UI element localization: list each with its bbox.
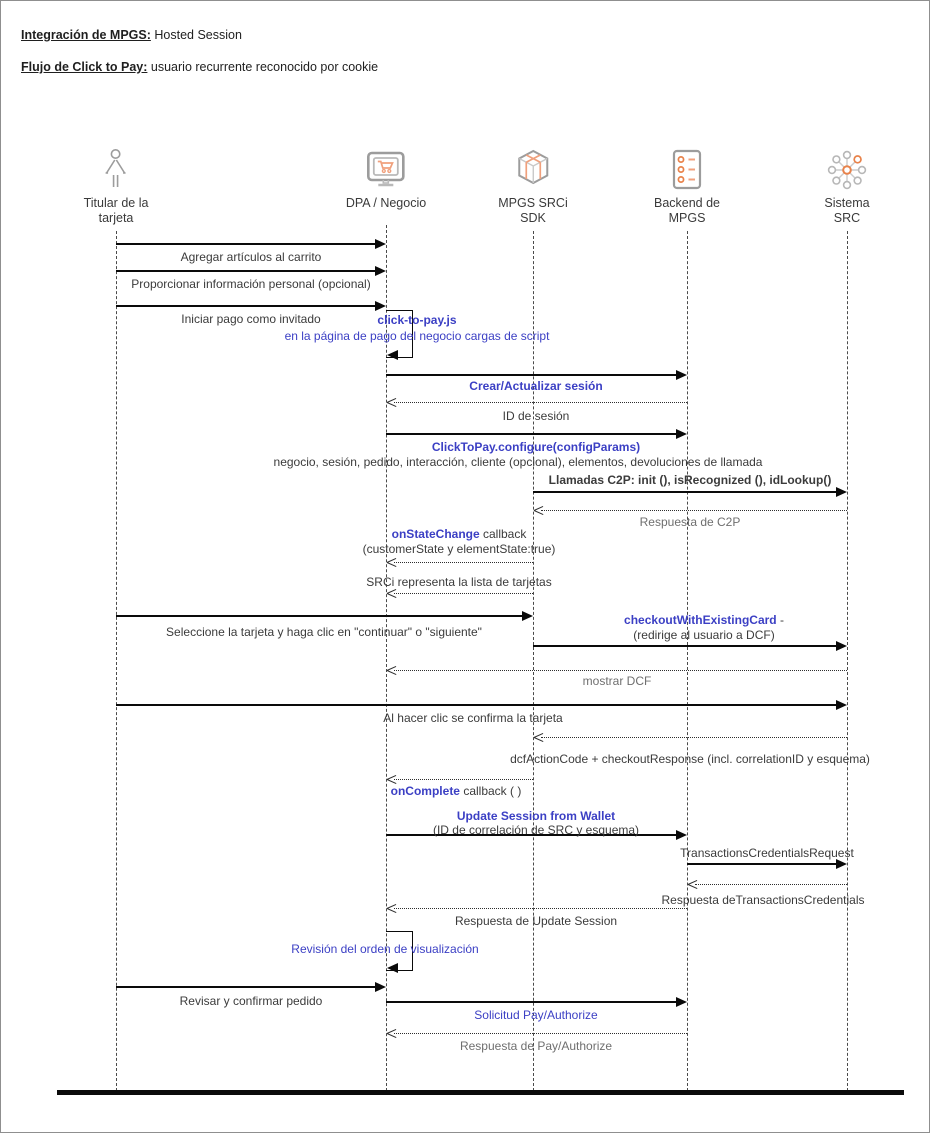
actor-label-backend-mpgs <box>654 196 720 226</box>
message-label-part: Llamadas C2P: init (), isRecognized (), idLookup() <box>548 473 832 487</box>
message-label <box>433 823 639 837</box>
arrowhead <box>676 429 687 439</box>
solid-arrow-line <box>116 615 527 617</box>
lifeline-sistema-src <box>847 231 848 1091</box>
actor-label-line: Titular de la <box>83 196 149 210</box>
actor-label-line: SDK <box>520 211 546 225</box>
message-label <box>432 440 640 454</box>
diagram-title-integration <box>21 28 242 42</box>
arrowhead <box>387 963 398 973</box>
message-label <box>583 674 652 688</box>
message-label-part: (customerState y elementState:true) <box>362 542 556 556</box>
message-label <box>455 914 617 928</box>
lifeline-mpgs-srci-sdk <box>533 231 534 1091</box>
message-label-part: Respuesta de C2P <box>639 515 741 529</box>
dotted-return-line <box>394 908 687 909</box>
title-flow-text: usuario recurrente reconocido por cookie <box>147 60 379 74</box>
dotted-return-line <box>394 779 533 780</box>
message-label <box>469 379 602 393</box>
message-label <box>640 515 741 529</box>
actor-label-line: tarjeta <box>98 211 134 225</box>
solid-arrow-line <box>116 986 380 988</box>
solid-arrow-line <box>116 270 380 272</box>
solid-arrow-line <box>386 433 681 435</box>
arrowhead <box>375 266 386 276</box>
arrowhead <box>836 487 847 497</box>
message-label <box>291 942 478 956</box>
dotted-return-line <box>394 593 533 594</box>
solid-arrow-line <box>116 243 380 245</box>
solid-arrow-line <box>386 374 681 376</box>
message-label <box>662 893 865 907</box>
arrowhead <box>387 350 398 360</box>
actor-label-cardholder <box>84 196 149 226</box>
solid-arrow-line <box>533 645 841 647</box>
solid-arrow-line <box>386 1001 681 1003</box>
arrowhead <box>836 700 847 710</box>
solid-arrow-line <box>116 704 841 706</box>
actor-sistema-src <box>824 147 870 226</box>
message-label-part: ID de sesión <box>502 409 570 423</box>
message-label-part: Respuesta deTransactionsCredentials <box>661 893 865 907</box>
message-label <box>392 527 527 541</box>
message-label-part: dcfActionCode + checkoutResponse (incl. correlationID y esquema) <box>510 752 870 766</box>
message-label <box>457 809 615 823</box>
message-label <box>474 1008 597 1022</box>
monitor-cart-icon <box>363 147 409 193</box>
message-label-part: checkoutWithExistingCard <box>624 613 777 627</box>
message-label-part: Proporcionar información personal (opcional) <box>131 277 371 291</box>
message-label-part: ClickToPay.configure(configParams) <box>431 440 641 454</box>
message-label <box>391 784 522 798</box>
server-list-icon <box>664 147 710 193</box>
actor-label-line: Backend de <box>653 196 721 210</box>
dotted-return-line <box>394 670 847 671</box>
message-label <box>131 277 370 291</box>
actor-label-mpgs-srci-sdk <box>498 196 567 226</box>
message-label <box>549 473 832 487</box>
message-label <box>510 752 870 766</box>
arrowhead <box>375 301 386 311</box>
dotted-return-line <box>695 884 847 885</box>
arrowhead <box>676 370 687 380</box>
message-label-part: Update Session from Wallet <box>456 809 616 823</box>
dotted-return-line <box>394 562 533 563</box>
message-label <box>366 575 551 589</box>
message-label <box>363 542 556 556</box>
message-label <box>503 409 570 423</box>
arrowhead <box>375 982 386 992</box>
message-label-part: SRCi representa la lista de tarjetas <box>366 575 552 589</box>
message-label <box>377 313 456 327</box>
dotted-return-line <box>394 1033 687 1034</box>
message-label-part: mostrar DCF <box>582 674 652 688</box>
actor-cardholder <box>84 147 149 226</box>
network-hub-icon <box>824 147 870 193</box>
dotted-return-line <box>394 402 687 403</box>
arrowhead <box>836 859 847 869</box>
message-label-part: Revisar y confirmar pedido <box>179 994 323 1008</box>
solid-arrow-line <box>116 305 380 307</box>
arrowhead <box>676 997 687 1007</box>
message-label-part: Crear/Actualizar sesión <box>469 379 603 393</box>
message-label-part: Al hacer clic se confirma la tarjeta <box>383 711 563 725</box>
message-label <box>181 312 320 326</box>
dotted-return-line <box>541 510 847 511</box>
actor-label-line: DPA / Negocio <box>345 196 427 210</box>
solid-arrow-line <box>687 863 841 865</box>
message-label-part: TransactionsCredentialsRequest <box>680 846 854 860</box>
message-label-part: onStateChange <box>391 527 480 541</box>
actor-label-line: SRC <box>833 211 861 225</box>
message-label-part: click-to-pay.js <box>377 313 457 327</box>
message-label-part: - <box>776 613 784 627</box>
message-label <box>181 250 322 264</box>
package-icon <box>510 147 556 193</box>
message-label-part: Agregar artículos al carrito <box>180 250 322 264</box>
message-label-part: callback ( ) <box>459 784 522 798</box>
message-label-part: Revisión del orden de visualización <box>291 942 479 956</box>
message-label-part: Respuesta de Update Session <box>454 914 618 928</box>
message-label <box>680 846 854 860</box>
message-label-part: (redirige al usuario a DCF) <box>633 628 775 642</box>
message-label-part: negocio, sesión, pedido, interacción, cliente (opcional), elementos, devoluciones de llamada <box>273 455 763 469</box>
message-label-part: onComplete <box>390 784 460 798</box>
message-label-part: callback <box>479 527 527 541</box>
message-label-part: (ID de correlación de SRC y esquema) <box>432 823 640 837</box>
message-label <box>180 994 323 1008</box>
message-label <box>285 329 550 343</box>
message-label <box>383 711 562 725</box>
actor-backend-mpgs <box>654 147 720 226</box>
arrowhead <box>375 239 386 249</box>
title-integration-label: Integración de MPGS: <box>21 28 151 42</box>
actor-label-dpa-negocio <box>346 196 426 211</box>
dotted-return-line <box>541 737 847 738</box>
arrowhead <box>522 611 533 621</box>
actor-label-line: MPGS SRCi <box>498 196 568 210</box>
diagram-bottom-bar <box>57 1090 904 1095</box>
person-icon <box>93 147 139 193</box>
actor-label-line: MPGS <box>668 211 706 225</box>
solid-arrow-line <box>533 491 841 493</box>
message-label-part: Iniciar pago como invitado <box>181 312 321 326</box>
message-label-part: Seleccione la tarjeta y haga clic en "continuar" o "siguiente" <box>166 625 482 639</box>
arrowhead <box>836 641 847 651</box>
arrowhead <box>676 830 687 840</box>
title-flow-label: Flujo de Click to Pay: <box>21 60 148 74</box>
diagram-title-flow <box>21 60 378 74</box>
message-label <box>274 455 763 469</box>
message-label <box>166 625 482 639</box>
lifeline-cardholder <box>116 231 117 1091</box>
message-label-part: en la página de pago del negocio cargas de script <box>284 329 550 343</box>
message-label-part: Respuesta de Pay/Authorize <box>459 1039 613 1053</box>
message-label <box>633 628 774 642</box>
actor-label-sistema-src <box>824 196 869 226</box>
lifeline-backend-mpgs <box>687 231 688 1091</box>
actor-label-line: Sistema <box>824 196 870 210</box>
message-label <box>460 1039 612 1053</box>
message-label <box>624 613 784 627</box>
actor-mpgs-srci-sdk <box>498 147 567 226</box>
message-label-part: Solicitud Pay/Authorize <box>474 1008 598 1022</box>
title-integration-text: Hosted Session <box>150 28 242 42</box>
actor-dpa-negocio <box>346 147 426 211</box>
